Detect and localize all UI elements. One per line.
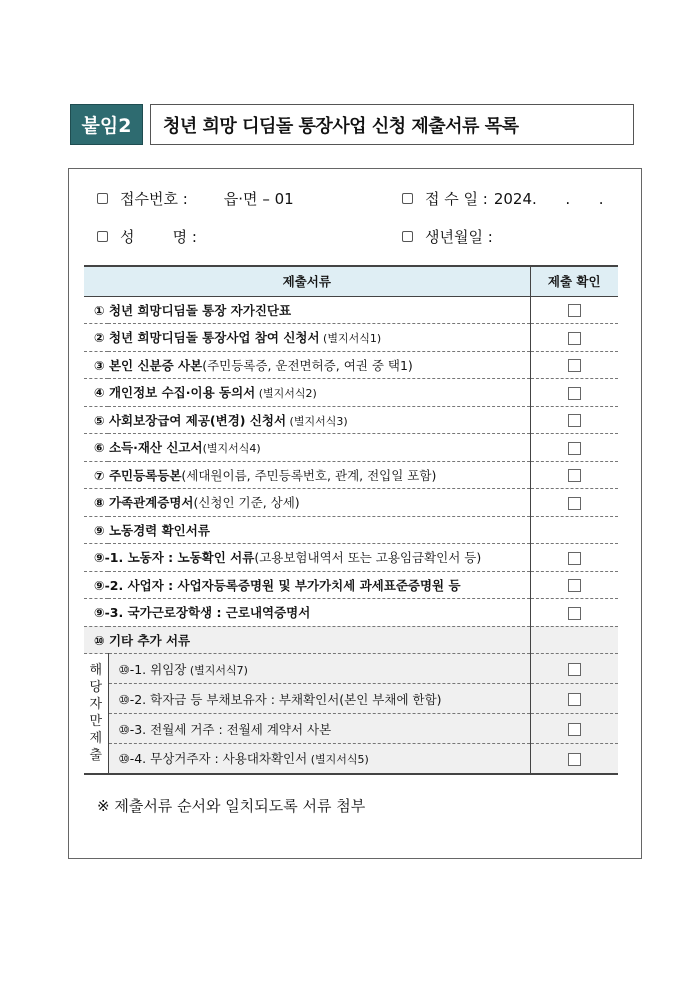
table-row — [84, 744, 618, 774]
document-name — [108, 744, 530, 774]
item-title: 노동자 : 노동확인 서류 — [127, 550, 255, 566]
item-title: 기타 추가 서류 — [108, 632, 191, 648]
item-title: 개인정보 수집·이용 동의서 — [108, 385, 256, 401]
table-row — [84, 544, 618, 572]
side-label-char: 출 — [89, 748, 103, 764]
confirm-checkbox[interactable] — [568, 663, 581, 676]
table-row — [84, 296, 618, 324]
confirm-checkbox[interactable] — [568, 607, 581, 620]
item-detail: (고용보험내역서 또는 고용임금확인서 등) — [254, 550, 482, 566]
document-name — [84, 434, 530, 462]
birthdate-label: 생년월일 : — [425, 228, 493, 246]
item-number: ② — [94, 330, 105, 346]
item-title: 가족관계증명서 — [108, 495, 194, 511]
confirm-cell — [530, 434, 618, 462]
confirm-checkbox[interactable] — [568, 304, 581, 317]
item-number: ⑩-4. — [118, 751, 147, 767]
document-name — [84, 544, 530, 572]
documents-table — [84, 265, 618, 775]
table-row — [84, 406, 618, 434]
document-name — [84, 461, 530, 489]
receipt-number-field — [97, 188, 294, 209]
item-number: ⑦ — [94, 467, 105, 483]
table-row — [84, 434, 618, 462]
document-name — [84, 324, 530, 352]
item-number: ⑩ — [94, 632, 105, 648]
confirm-cell — [530, 744, 618, 774]
document-name — [84, 516, 530, 544]
side-label-char: 당 — [89, 680, 103, 696]
confirm-cell — [530, 379, 618, 407]
confirm-checkbox[interactable] — [568, 359, 581, 372]
item-title: 사업자 : 사업자등록증명원 및 부가가치세 과세표준증명원 등 — [127, 577, 461, 593]
item-detail: (주민등록증, 운전면허증, 여권 중 택1) — [202, 357, 413, 373]
document-name — [84, 379, 530, 407]
confirm-checkbox[interactable] — [568, 332, 581, 345]
item-form-ref: (별지서식4) — [202, 442, 261, 456]
table-row — [84, 654, 618, 684]
confirm-checkbox[interactable] — [568, 579, 581, 592]
item-number: ③ — [94, 357, 105, 373]
item-form-ref: (별지서식3) — [286, 414, 348, 428]
applicable-only-label — [84, 654, 108, 774]
table-row — [84, 714, 618, 744]
confirm-cell — [530, 599, 618, 627]
table-row — [84, 571, 618, 599]
document-name — [108, 654, 530, 684]
checkbox-icon[interactable] — [402, 231, 413, 242]
item-title: 본인 신분증 사본 — [108, 357, 203, 373]
confirm-checkbox[interactable] — [568, 723, 581, 736]
side-label-char: 자 — [89, 697, 103, 713]
table-row — [84, 626, 618, 654]
confirm-checkbox[interactable] — [568, 497, 581, 510]
item-form-ref: (별지서식2) — [255, 387, 317, 401]
table-row — [84, 351, 618, 379]
table-row — [84, 516, 618, 544]
table-row — [84, 324, 618, 352]
confirm-cell — [530, 296, 618, 324]
confirm-checkbox[interactable] — [568, 442, 581, 455]
confirm-checkbox[interactable] — [568, 414, 581, 427]
item-form-ref: (별지서식1) — [319, 332, 382, 346]
birthdate-field — [402, 226, 493, 247]
document-name — [84, 296, 530, 324]
confirm-cell — [530, 571, 618, 599]
item-number: ⑤ — [94, 412, 105, 428]
item-title: 사회보장급여 제공(변경) 신청서 — [108, 412, 287, 428]
item-number: ⑨ — [94, 522, 105, 538]
table-row — [84, 489, 618, 517]
confirm-cell — [530, 324, 618, 352]
confirm-cell — [530, 654, 618, 684]
confirm-cell — [530, 489, 618, 517]
checkbox-icon[interactable] — [97, 231, 108, 242]
item-number: ⑩-1. — [118, 661, 147, 677]
confirm-checkbox[interactable] — [568, 469, 581, 482]
item-number: ⑨-1. — [94, 550, 124, 566]
item-detail: (신청인 기준, 상세) — [193, 495, 300, 511]
receipt-number-value: 읍·면 – 01 — [223, 190, 294, 208]
confirm-checkbox[interactable] — [568, 693, 581, 706]
receipt-date-label: 접 수 일 : — [425, 190, 488, 208]
item-number: ⑩-2. — [118, 691, 147, 707]
receipt-number-label: 접수번호 : — [120, 190, 188, 208]
confirm-cell — [530, 516, 618, 544]
item-title: 소득·재산 신고서 — [108, 440, 203, 456]
item-number: ④ — [94, 385, 105, 401]
document-name — [84, 571, 530, 599]
confirm-cell — [530, 544, 618, 572]
name-field — [97, 226, 197, 247]
column-header-confirm: 제출 확인 — [530, 266, 618, 296]
document-name — [84, 489, 530, 517]
confirm-cell — [530, 714, 618, 744]
confirm-cell — [530, 684, 618, 714]
item-title: 전월세 거주 : 전월세 계약서 사본 — [150, 721, 332, 737]
document-name — [108, 684, 530, 714]
item-form-ref: (별지서식7) — [186, 663, 248, 677]
table-row — [84, 461, 618, 489]
name-label: 성 명 : — [120, 228, 197, 246]
footnote: ※ 제출서류 순서와 일치되도록 서류 첨부 — [97, 797, 366, 815]
item-title: 주민등록등본 — [108, 467, 182, 483]
confirm-cell — [530, 351, 618, 379]
item-title: 청년 희망디딤돌 통장 자가진단표 — [108, 302, 292, 318]
item-title: 학자금 등 부채보유자 : 부채확인서(본인 부채에 한함) — [150, 691, 442, 707]
table-row — [84, 599, 618, 627]
document-name — [84, 626, 530, 654]
item-number: ⑧ — [94, 495, 105, 511]
item-detail: (세대원이름, 주민등록번호, 관계, 전입일 포함) — [181, 467, 437, 483]
table-row — [84, 379, 618, 407]
item-number: ⑥ — [94, 440, 105, 456]
side-label-char: 만 — [89, 714, 103, 730]
item-number: ⑨-2. — [94, 577, 124, 593]
item-title: 무상거주자 : 사용대차확인서 — [150, 751, 308, 767]
confirm-cell — [530, 626, 618, 654]
confirm-checkbox[interactable] — [568, 753, 581, 766]
item-form-ref: (별지서식5) — [307, 753, 369, 767]
confirm-checkbox[interactable] — [568, 387, 581, 400]
item-number: ① — [94, 302, 105, 318]
item-title: 위임장 — [150, 661, 187, 677]
checkbox-icon[interactable] — [97, 193, 108, 204]
document-name — [84, 599, 530, 627]
item-title: 국가근로장학생 : 근로내역증명서 — [127, 605, 311, 621]
document-name — [84, 406, 530, 434]
checkbox-icon[interactable] — [402, 193, 413, 204]
item-number: ⑩-3. — [118, 721, 147, 737]
confirm-cell — [530, 461, 618, 489]
confirm-cell — [530, 406, 618, 434]
receipt-date-value: 2024. . . — [493, 189, 604, 208]
column-header-documents: 제출서류 — [84, 266, 530, 296]
document-name — [108, 714, 530, 744]
attachment-badge: 붙임2 — [70, 104, 143, 145]
table-row — [84, 684, 618, 714]
document-name — [84, 351, 530, 379]
receipt-date-field — [402, 188, 604, 209]
page-title: 청년 희망 디딤돌 통장사업 신청 제출서류 목록 — [150, 104, 634, 145]
item-number: ⑨-3. — [94, 605, 124, 621]
confirm-checkbox[interactable] — [568, 552, 581, 565]
item-title: 노동경력 확인서류 — [108, 522, 210, 538]
item-title: 청년 희망디딤돌 통장사업 참여 신청서 — [108, 330, 320, 346]
side-label-char: 해 — [89, 663, 103, 679]
side-label-char: 제 — [89, 731, 103, 747]
